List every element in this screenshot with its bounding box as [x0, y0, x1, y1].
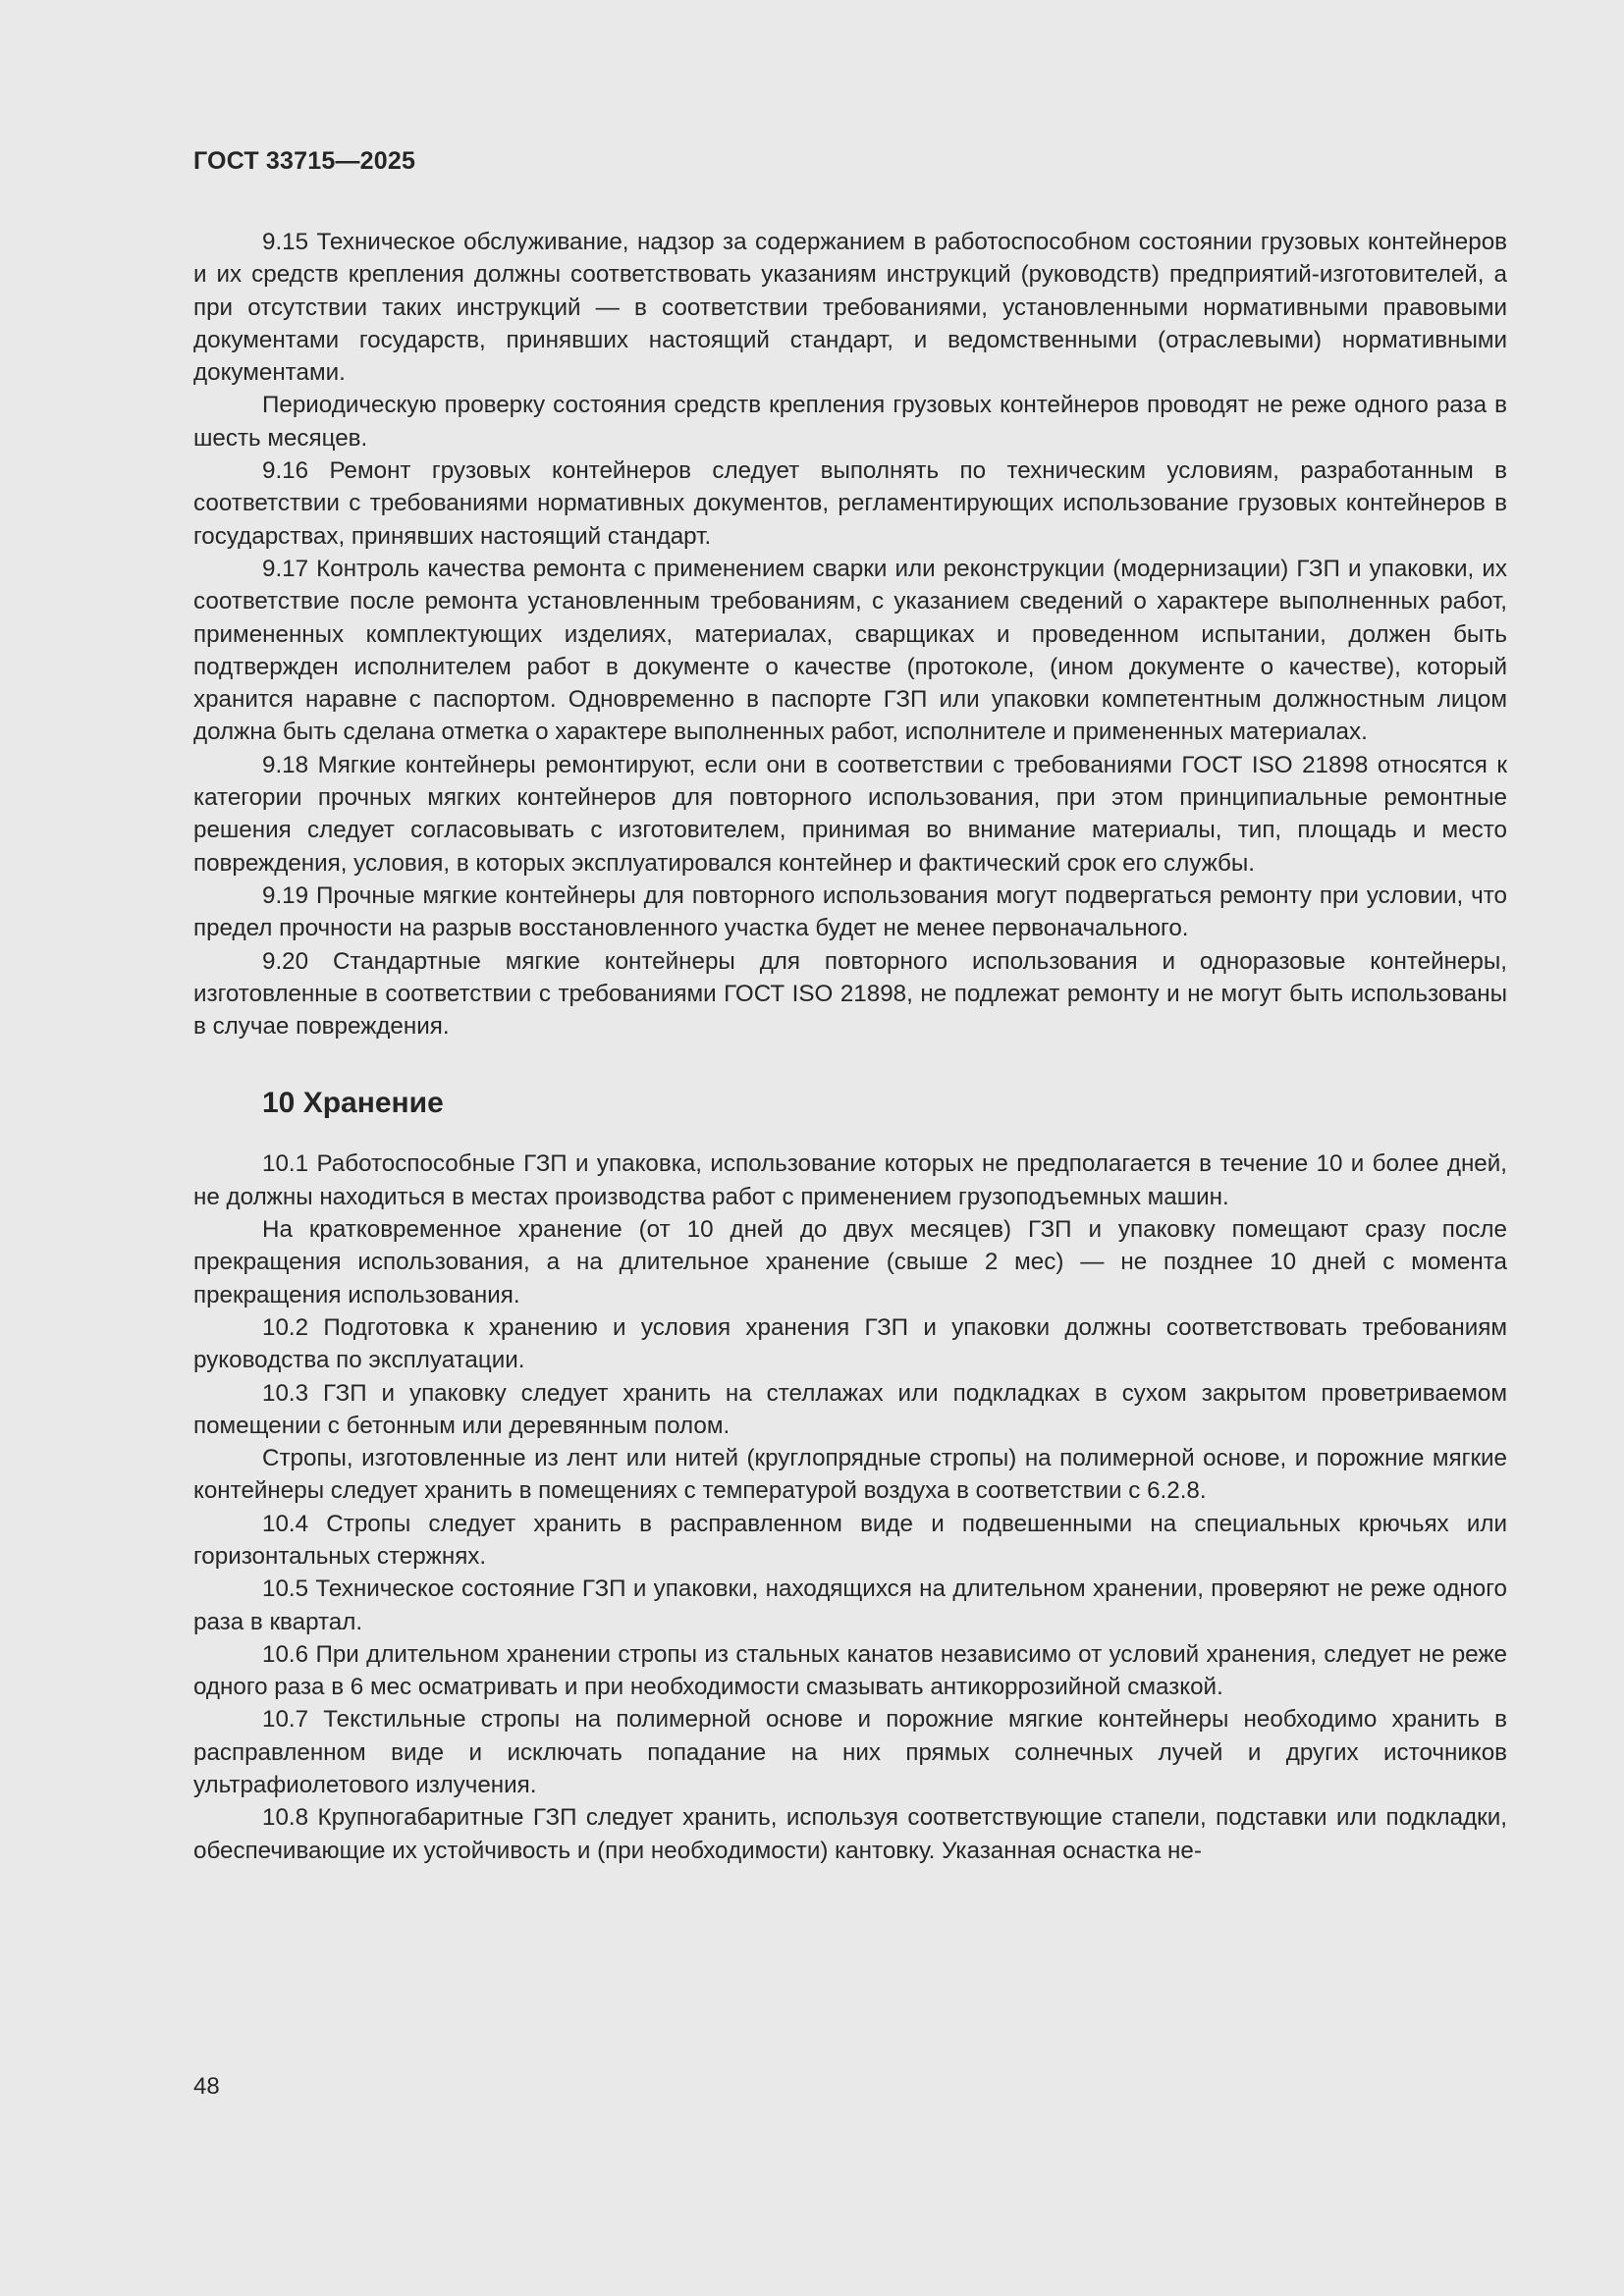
paragraph-9-16: 9.16 Ремонт грузовых контейнеров следует выполнять по техническим условиям, разработанным в соответствии с требованиями нормативных документов, регламентирующих использование грузовых контейнеров в государствах, принявших настоящий стандарт. — [193, 457, 1507, 550]
document-header-standard-id: ГОСТ 33715—2025 — [193, 147, 416, 175]
paragraph-9-20: 9.20 Стандартные мягкие контейнеры для повторного использования и одноразовые контейнеры, изготовленные в соответствии с требованиями ГОСТ ISO 21898, не подлежат ремонту и не могут быть использованы в случае повреждения. — [193, 947, 1507, 1041]
section-10-heading: 10 Хранение — [262, 1087, 444, 1120]
paragraph-10-3-slings-storage: Стропы, изготовленные из лент или нитей (круглопрядные стропы) на полимерной основе, и порожние мягкие контейнеры следует хранить в помещениях с температурой воздуха в соответствии с 6.2.8. — [193, 1445, 1507, 1505]
paragraph-9-19: 9.19 Прочные мягкие контейнеры для повторного использования могут подвергаться ремонту при условии, что предел прочности на разрыв восстановленного участка будет не менее первоначального. — [193, 881, 1507, 942]
paragraph-10-5: 10.5 Техническое состояние ГЗП и упаковки, находящихся на длительном хранении, проверяют не реже одного раза в квартал. — [193, 1575, 1507, 1635]
paragraph-10-8: 10.8 Крупногабаритные ГЗП следует хранить, используя соответствующие стапели, подставки или подкладки, обеспечивающие их устойчивость и (при необходимости) кантовку. Указанная оснастка не- — [193, 1804, 1507, 1864]
paragraph-9-15: 9.15 Техническое обслуживание, надзор за содержанием в работоспособном состоянии грузовых контейнеров и их средств крепления должны соответствовать указаниям инструкций (руководств) предприятий-изготовителей, а при отсутствии таких инструкций — в соответствии требованиями, установленными нормативными правовыми документами государств, принявших настоящий стандарт, и ведомственными (отраслевыми) нормативными документами. — [193, 229, 1507, 387]
paragraph-10-1: 10.1 Работоспособные ГЗП и упаковка, использование которых не предполагается в течение 10 и более дней, не должны находиться в местах производства работ с применением грузоподъемных машин. — [193, 1150, 1507, 1210]
paragraph-9-17: 9.17 Контроль качества ремонта с применением сварки или реконструкции (модернизации) ГЗП и упаковки, их соответствие после ремонта установленным требованиям, с указанием сведений о характере выполненных работ, примененных комплектующих изделиях, материалах, сварщиках и проведенном испытании, должен быть подтвержден исполнителем работ в документе о качестве (протоколе, (ином документе о качестве), который хранится наравне с паспортом. Одновременно в паспорте ГЗП или упаковки компетентным должностным лицом должна быть сделана отметка о характере выполненных работ, исполнителе и примененных материалах. — [193, 555, 1507, 746]
paragraph-9-15-periodic-check: Периодическую проверку состояния средств крепления грузовых контейнеров проводят не реже одного раза в шесть месяцев. — [193, 392, 1507, 452]
paragraph-9-18: 9.18 Мягкие контейнеры ремонтируют, если они в соответствии с требованиями ГОСТ ISO 21898 относятся к категории прочных мягких контейнеров для повторного использования, при этом принципиальные ремонтные решения следует согласовывать с изготовителем, принимая во внимание материалы, тип, площадь и место повреждения, условия, в которых эксплуатировался контейнер и фактический срок его службы. — [193, 751, 1507, 877]
document-body — [193, 226, 1507, 1867]
paragraph-10-7: 10.7 Текстильные стропы на полимерной основе и порожние мягкие контейнеры необходимо хранить в расправленном виде и исключать попадание на них прямых солнечных лучей и других источников ультрафиолетового излучения. — [193, 1706, 1507, 1799]
paragraph-10-2: 10.2 Подготовка к хранению и условия хранения ГЗП и упаковки должны соответствовать требованиям руководства по эксплуатации. — [193, 1313, 1507, 1374]
paragraph-10-6: 10.6 При длительном хранении стропы из стальных канатов независимо от условий хранения, следует не реже одного раза в 6 мес осматривать и при необходимости смазывать антикоррозийной смазкой. — [193, 1640, 1507, 1701]
paragraph-10-4: 10.4 Стропы следует хранить в расправленном виде и подвешенными на специальных крючьях или горизонтальных стержнях. — [193, 1510, 1507, 1570]
paragraph-10-1-short-term-storage: На кратковременное хранение (от 10 дней до двух месяцев) ГЗП и упаковку помещают сразу после прекращения использования, а на длительное хранение (свыше 2 мес) — не позднее 10 дней с момента прекращения использования. — [193, 1216, 1507, 1308]
page-number: 48 — [193, 2073, 220, 2100]
paragraph-10-3: 10.3 ГЗП и упаковку следует хранить на стеллажах или подкладках в сухом закрытом проветриваемом помещении с бетонным или деревянным полом. — [193, 1379, 1507, 1439]
